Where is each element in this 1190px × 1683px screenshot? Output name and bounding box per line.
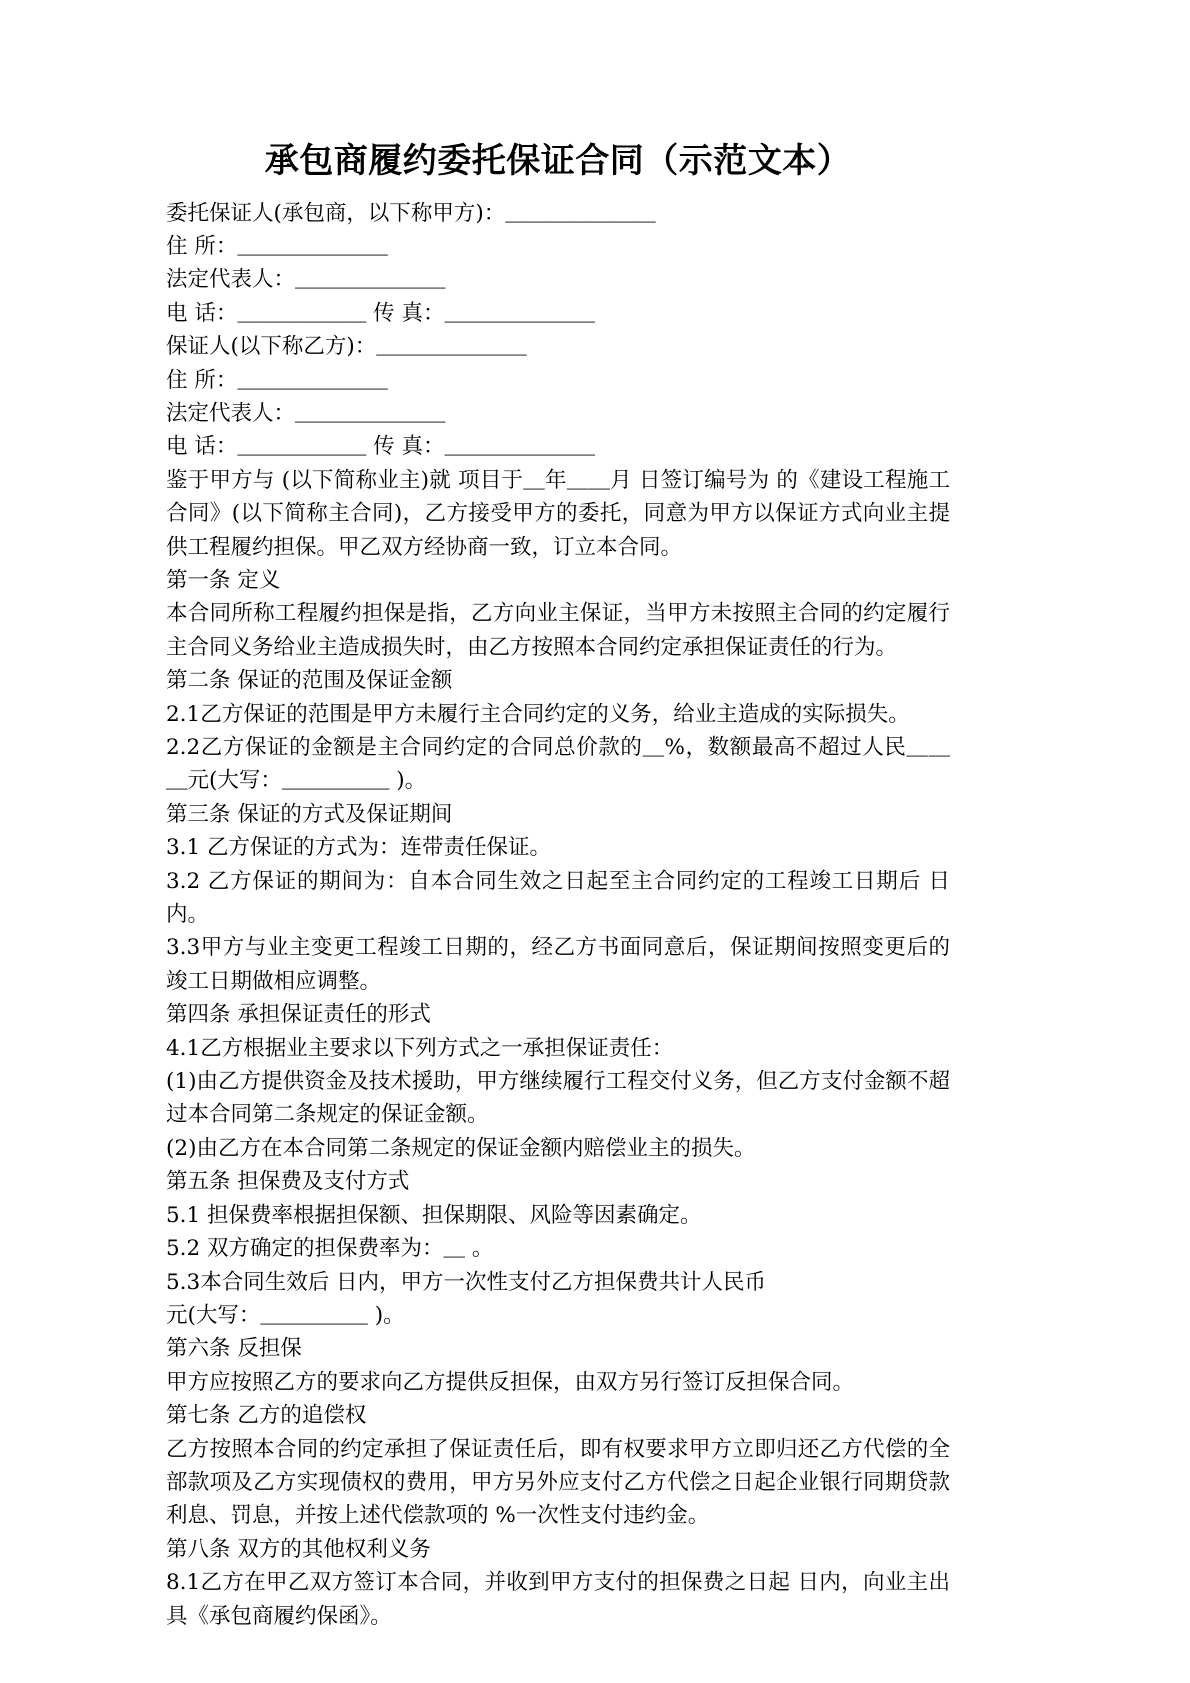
- article-4-item-1: (1)由乙方提供资金及技术援助，甲方继续履行工程交付义务，但乙方支付金额不超过本合同第二条规定的保证金额。: [166, 1069, 950, 1128]
- page-title: 承包商履约委托保证合同（示范文本）: [264, 141, 852, 181]
- article-5-paragraph-1: 5.1 担保费率根据担保额、担保期限、风险等因素确定。: [166, 1202, 702, 1228]
- article-3-paragraph-2: 3.2 乙方保证的期间为：自本合同生效之日起至主合同约定的工程竣工日期后 日内。: [166, 868, 950, 928]
- field-party-b-legal-rep: 法定代表人：＿＿＿＿＿＿＿: [166, 400, 446, 426]
- article-8-paragraph-1: 8.1乙方在甲乙双方签订本合同，并收到甲方支付的担保费之日起 日内，向业主出具《承包商履约保函》。: [166, 1570, 950, 1629]
- article-6: [166, 1332, 950, 1399]
- article-3-paragraph-1: 3.1 乙方保证的方式为：连带责任保证。: [166, 835, 552, 861]
- party-fields: [166, 197, 950, 464]
- article-5-paragraph-3: 5.3本合同生效后 日内，甲方一次性支付乙方担保费共计人民币: [166, 1269, 767, 1295]
- field-party-a-legal-rep: 法定代表人：＿＿＿＿＿＿＿: [166, 267, 446, 293]
- field-party-b-phone-fax: 电 话：＿＿＿＿＿＿ 传 真：＿＿＿＿＿＿＿: [166, 434, 596, 460]
- article-5-paragraph-4: 元(大写：＿＿＿＿＿ )。: [166, 1302, 405, 1328]
- field-party-b-address: 住 所：＿＿＿＿＿＿＿: [166, 367, 388, 393]
- field-guarantor: 保证人(以下称乙方)：＿＿＿＿＿＿＿: [166, 334, 527, 360]
- article-3-heading: 第三条 保证的方式及保证期间: [166, 801, 453, 827]
- article-1-paragraph-1: 本合同所称工程履约担保是指，乙方向业主保证，当甲方未按照主合同的约定履行主合同义务给业主造成损失时，由乙方按照本合同约定承担保证责任的行为。: [166, 601, 950, 660]
- article-2-paragraph-1: 2.1乙方保证的范围是甲方未履行主合同约定的义务，给业主造成的实际损失。: [166, 701, 910, 727]
- document-body: [166, 197, 950, 1633]
- article-3-paragraph-3: 3.3甲方与业主变更工程竣工日期的，经乙方书面同意后，保证期间按照变更后的竣工日期做相应调整。: [166, 935, 950, 994]
- article-8: [166, 1533, 950, 1633]
- article-1-heading: 第一条 定义: [166, 567, 281, 593]
- article-4: [166, 998, 950, 1165]
- article-5-paragraph-2: 5.2 双方确定的担保费率为：＿ 。: [166, 1236, 494, 1262]
- article-7-heading: 第七条 乙方的追偿权: [166, 1403, 367, 1429]
- article-2-heading: 第二条 保证的范围及保证金额: [166, 668, 453, 694]
- article-7: [166, 1399, 950, 1533]
- article-8-heading: 第八条 双方的其他权利义务: [166, 1536, 431, 1562]
- article-5-heading: 第五条 担保费及支付方式: [166, 1169, 410, 1195]
- field-party-a-address: 住 所：＿＿＿＿＿＿＿: [166, 233, 388, 259]
- field-entrusting-guarantor: 委托保证人(承包商，以下称甲方)：＿＿＿＿＿＿＿: [166, 200, 656, 226]
- article-6-heading: 第六条 反担保: [166, 1336, 302, 1362]
- article-4-heading: 第四条 承担保证责任的形式: [166, 1002, 431, 1028]
- article-7-paragraph-1: 乙方按照本合同的约定承担了保证责任后，即有权要求甲方立即归还乙方代偿的全部款项及乙方实现债权的费用，甲方另外应支付乙方代偿之日起企业银行同期贷款利息、罚息，并按上述代偿款项的 %一次性支付违约金。: [166, 1436, 950, 1529]
- article-1: [166, 564, 950, 664]
- article-3: [166, 798, 950, 998]
- preamble-paragraph: 鉴于甲方与 (以下简称业主)就 项目于＿年＿＿月 日签订编号为 的《建设工程施工合同》(以下简称主合同)，乙方接受甲方的委托，同意为甲方以保证方式向业主提供工程履约担保。甲乙双方经协商一致，订立本合同。: [166, 467, 950, 560]
- article-5: [166, 1165, 950, 1332]
- article-2: [166, 664, 950, 798]
- document-content: [166, 140, 950, 1633]
- article-4-paragraph-1: 4.1乙方根据业主要求以下列方式之一承担保证责任：: [166, 1035, 674, 1061]
- article-4-item-2: (2)由乙方在本合同第二条规定的保证金额内赔偿业主的损失。: [166, 1135, 756, 1161]
- article-6-paragraph-1: 甲方应按照乙方的要求向乙方提供反担保，由双方另行签订反担保合同。: [166, 1369, 855, 1395]
- field-party-a-phone-fax: 电 话：＿＿＿＿＿＿ 传 真：＿＿＿＿＿＿＿: [166, 300, 596, 326]
- article-2-paragraph-2: 2.2乙方保证的金额是主合同约定的合同总价款的＿%，数额最高不超过人民＿＿＿元(大写：＿＿＿＿＿ )。: [166, 735, 950, 794]
